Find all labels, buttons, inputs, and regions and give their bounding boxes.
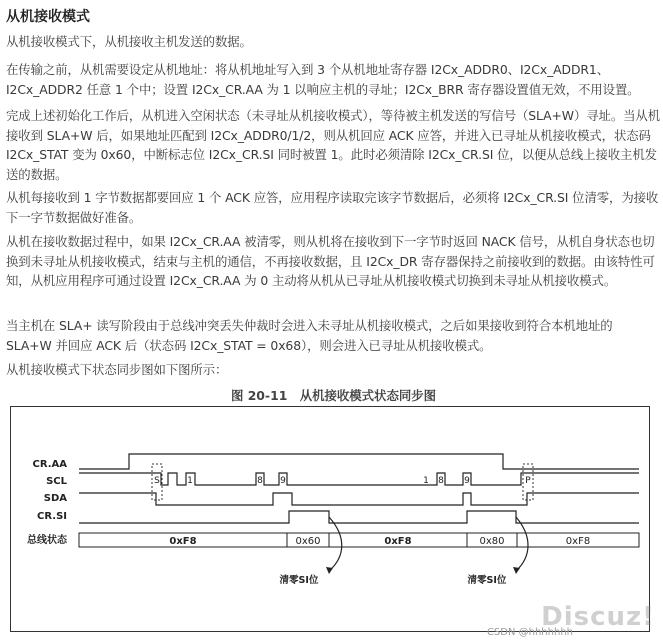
scl-mark-1b: 1	[423, 476, 429, 486]
scl-mark-8b: 8	[438, 476, 444, 486]
cr-aa-waveform	[79, 454, 639, 469]
paragraph-5: 从机在接收数据过程中，如果 I2Cx_CR.AA 被清零，则从机将在接收到下一字节时返回 NACK 信号，从机自身状态也切换到未寻址从机接收模式，结束与主机的通信，不再接收数据，且 I2Cx_DR 寄存器保持之前接收到的数据。由该特性可知，从机应用程序可通过设置 I2Cx_CR.AA 为 0 主动将从机从已寻址从机接收模式切换到未寻址从机接收模式。	[6, 234, 655, 289]
bus-state-idle: 0xF8	[169, 536, 197, 547]
clear-si-arrow-1	[329, 517, 342, 571]
signal-label-scl: SCL	[46, 476, 67, 487]
bus-state-receiving: 0xF8	[384, 536, 412, 547]
signal-label-cr-aa: CR.AA	[32, 459, 67, 470]
scl-mark-9b: 9	[464, 476, 470, 486]
bus-state-addressed: 0x60	[295, 536, 321, 547]
clear-si-note-1: 清零SI位	[279, 575, 319, 586]
bus-state-data-received: 0x80	[479, 536, 505, 547]
watermark-text: CSDN @hhhhhhh	[486, 627, 573, 638]
clear-si-arrow-2	[516, 517, 528, 571]
bus-state-idle-end: 0xF8	[565, 536, 591, 547]
scl-mark-start: S	[154, 476, 160, 486]
cr-si-waveform	[79, 511, 639, 523]
signal-label-bus-state: 总线状态	[27, 535, 67, 546]
watermark-logo: Discuz!	[541, 602, 655, 632]
signal-label-cr-si: CR.SI	[37, 511, 67, 522]
paragraph-7: 从机接收模式下状态同步图如下图所示：	[6, 362, 228, 377]
scl-mark-stop: P	[525, 476, 531, 486]
section-heading: 从机接收模式	[6, 9, 90, 25]
figure-caption: 图 20-11 从机接收模式状态同步图	[230, 388, 437, 403]
scl-waveform	[79, 473, 639, 485]
paragraph-3: 完成上述初始化工作后，从机进入空闲状态（未寻址从机接收模式），等待被主机发送的写信号（SLA+W）寻址。当从机接收到 SLA+W 后，如果地址匹配到 I2Cx_ADDR0/1/2，则从机回应 ACK 应答，并进入已寻址从机接收模式，状态码 I2Cx_STAT 变为 0x60，中断标志位 I2Cx_CR.SI 同时被置 1。此时必须清除 I2Cx_CR.SI 位，以便从总线上接收主机发送的数据。	[6, 108, 660, 182]
signal-label-sda: SDA	[43, 493, 67, 504]
scl-mark-8: 8	[257, 476, 263, 486]
scl-mark-9: 9	[280, 476, 286, 486]
bus-state-row	[79, 533, 639, 547]
paragraph-4: 从机每接收到 1 字节数据都要回应 1 个 ACK 应答，应用程序读取完该字节数据后，必须将 I2Cx_CR.SI 位清零，为接收下一字节数据做好准备。	[6, 190, 659, 225]
timing-diagram	[10, 406, 650, 632]
paragraph-1: 从机接收模式下，从机接收主机发送的数据。	[6, 34, 252, 49]
timing-diagram-svg	[11, 407, 649, 631]
paragraph-2: 在传输之前，从机需要设定从机地址：将从机地址写入到 3 个从机地址寄存器 I2Cx_ADDR0、I2Cx_ADDR1、I2Cx_ADDR2 任意 1 个中；设置 I2Cx_CR.AA 为 1 以响应主机的寻址；I2Cx_BRR 寄存器设置值无效，不用设置。	[6, 62, 640, 97]
sda-waveform	[79, 493, 639, 505]
paragraph-6: 当主机在 SLA+ 读写阶段由于总线冲突丢失仲裁时会进入未寻址从机接收模式，之后如果接收到符合本机地址的 SLA+W 并回应 ACK 后（状态码 I2Cx_STAT = 0x68），则会进入已寻址从机接收模式。	[6, 318, 613, 353]
scl-mark-1: 1	[187, 476, 193, 486]
clear-si-note-2: 清零SI位	[467, 575, 507, 586]
